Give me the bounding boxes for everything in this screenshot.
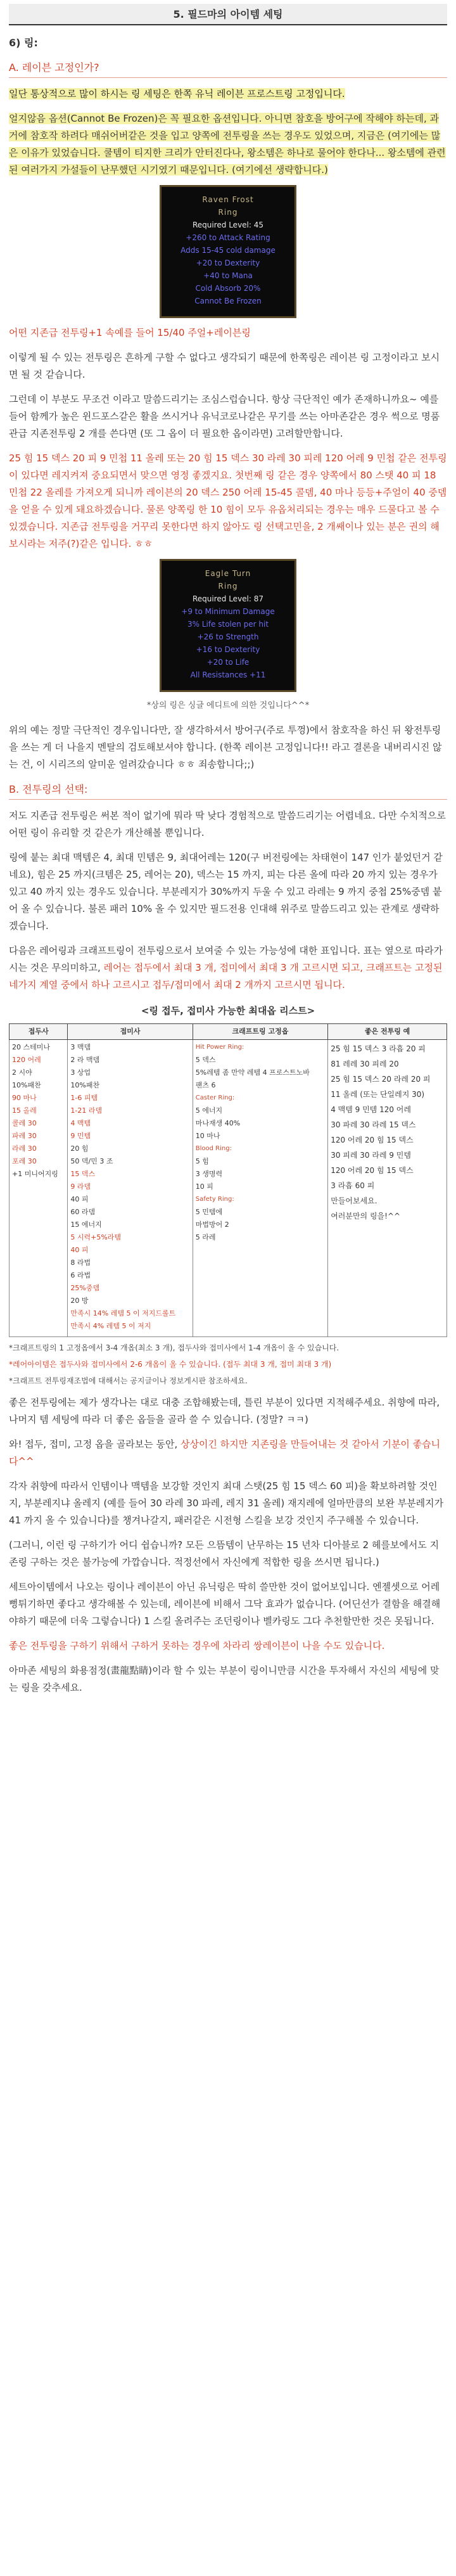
item-mod: 3% Life stolen per hit [187, 620, 269, 629]
item-type: Ring [218, 582, 238, 591]
paragraph: 저도 지존급 전투링은 써본 적이 없기에 뭐라 딱 낮다 경험적으로 말씀드리기는 어렵네요. 다만 수치적으로 어떤 링이 유리할 것 같은가 개산해볼 뿐입니다. [9, 810, 446, 838]
item-mod: +26 to Strength [197, 632, 259, 641]
table-title: <링 접두, 접미사 가능한 최대옵 리스트> [141, 1005, 315, 1016]
chapter-banner: 5. 필드마의 아이템 세팅 [9, 4, 447, 25]
item-name: Eagle Turn [205, 569, 251, 578]
raven-frost-item-card [160, 185, 296, 318]
item-name: Raven Frost [202, 195, 254, 204]
item-mod: Adds 15-45 cold damage [180, 246, 276, 255]
item-mod: +9 to Minimum Damage [181, 607, 275, 616]
suffix-list: 3 맥뎀 2 라 맥뎀 3 상업 10%패찬 1-6 피템 1-21 라뎀 4 맥템 9 민템 20 힘 50 덱/민 3 조 15 덱스 9 라뎀 40 피 60 라뎀 15 에너지 5 시력+5%라템 40 피 8 라법 6 라법 25%중뎀 20 방 만족시 14% 레템 5 이 저지드롤트 만족시 4% 레템 5 이 저지 [68, 1040, 193, 1337]
prefix-list: 20 스테미나 120 어레 2 시야 10%패찬 90 마나 15 올레 콜레 30 파레 30 라레 30 포레 30 +1 미니어지링 [10, 1040, 68, 1337]
item-mod: +20 to Life [206, 658, 250, 667]
craft-fixed-list: Hit Power Ring: 5 덱스 5%레템 좀 만약 레템 4 프로스트노바 팬츠 6 Caster Ring: 5 에너지 마나재생 40% 10 마나 Blood Ring: 5 힘 3 생명력 10 피 Safety Ring: 5 민템에 마법방어 2 5 라레 [193, 1040, 327, 1337]
paragraph: 좋은 전투링을 구하기 위해서 구하거 못하는 경우에 차라리 쌍레이븐이 나을 수도 있습니다. [9, 1640, 385, 1651]
guide-page [0, 4, 456, 1696]
paragraph: 이렇게 될 수 있는 전투링은 흔하게 구할 수 없다고 생각되기 때문에 한쪽링은 레이븐 링 고정이라고 보시면 될 것 같습니다. [9, 352, 440, 380]
paragraph: 일단 통상적으로 많이 하시는 링 세팅은 한쪽 유닉 레이븐 프로스트링 고정입니다. [9, 88, 345, 99]
eagle-turn-item-card [160, 559, 296, 692]
paragraph: 아마존 세팅의 화용점정(畫龍點睛)이라 할 수 있는 부분이 링이니만큼 시간을 투자해서 자신의 세팅에 맞는 링을 갖추세요. [9, 1665, 440, 1693]
column-header: 좋은 전투링 예 [328, 1024, 447, 1040]
paragraph: 와! 접두, 접미, 고정 옵을 골라보는 동안, 상상이긴 하지만 지존링을 만들어내는 것 같아서 기분이 좋습니다^^ [9, 1439, 441, 1467]
column-header: 접미사 [68, 1024, 193, 1040]
paragraph: 좋은 전투링에는 제가 생각나는 대로 대충 조합해봤는데, 틀린 부분이 있다면 지적해주세요. 취향에 따라, 나머지 템 세팅에 따라 더 좋은 옵들을 골라 쓸 수 있습니다. (정말? ㅋㅋ) [9, 1397, 440, 1425]
item-required-level: Required Level: 87 [192, 594, 264, 603]
image-caption: 어떤 지존급 전투링+1 속예를 들어 15/40 주얼+레이븐링 [9, 327, 251, 338]
item-mod: +20 to Dexterity [196, 259, 260, 267]
ring-affix-table [9, 1023, 447, 1337]
item-mod: +16 to Dexterity [196, 645, 260, 654]
paragraph: 링에 붙는 최대 맥템은 4, 최대 민템은 9, 최대어레는 120(구 버전링에는 차태현이 147 인가 붙었던거 같네요), 힘은 25 까지(크템은 25, 레어는 20), 덱스는 15 까지, 피는 다른 올에 따라 20 까지 있는 경우가 있고 40 까지 있는 경우도 있습니다. 부분레지가 30%까지 두울 수 있고 라레는 9 까지 중첩 25%중뎀 붙어 올 수 있습니다. 불론 패러 10% 올 수 있지만 필드전용 인대해 위주로 말씀드리고 있는 관계로 생략하겠습니다. [9, 852, 443, 932]
item-mod: All Resistances +11 [190, 670, 266, 679]
table-footnote: *레어아이템은 접두사와 접미사에서 2-6 개옵이 올 수 있습니다. (접두 최대 3 개, 접미 최대 3 개) [9, 1360, 332, 1369]
paragraph: 얼지않음 옵션(Cannot Be Frozen)은 꼭 필요한 옵션입니다. 아니면 참호을 방어구에 작해야 하는데, 과거에 참호작 하려다 매쉬어버같은 것을 입고 양쪽에 전투링을 쓰는 경우도 있었으며, 지금은 (여기에는 많은 이유가 있었습니다. 쿨템이 티지한 크리가 안터진다나, 왕소템은 하나로 물어야 한다나... 왕소템에 관련된 여러가지 가설들이 난무했던 시기였기 때문입니다. (여기에선 생략합니다.) [9, 113, 446, 176]
item-type: Ring [218, 208, 238, 217]
table-footnote: *크래프트링의 1 고정옵에서 3-4 개옵(최소 3 개), 접두사와 접미사에서 1-4 개옵이 올 수 있습니다. [9, 1343, 339, 1352]
paragraph: 그런데 이 부분도 무조건 이라고 말씀드리기는 조심스럽습니다. 항상 극단적인 예가 존재하니까요~ 예를들어 함께가 높은 윈드포스같은 활을 쓰시거나 유닉코로나같은 무기를 쓰는 아마존같은 경우 썩으로 명품관급 지존전투링 2 개를 쓴다면 (또 그 옵이 더 필요한 옵이라면) 고려할만합니다. [9, 394, 440, 439]
subsection-b-heading: B. 전투링의 선택: [9, 781, 447, 800]
paragraph: (그러니, 이런 링 구하기가 어디 쉽습니까? 모든 으뜸템이 난무하는 15 년차 디아블로 2 헤를보에서도 지존링 구하는 것은 불가능에 가깝습니다. 적정선에서 자신에게 적합한 링을 쓰시면 됩니다.) [9, 1539, 440, 1568]
image-note: *상의 링은 싱글 에디트에 의한 것입니다^^* [146, 701, 310, 710]
paragraph: 25 힘 15 덱스 20 피 9 민첩 11 올레 또는 20 힘 15 덱스 30 라레 30 피레 120 어레 9 민첩 같은 전투링이 있다면 레지켜져 중요되면서 맞으면 영정 좋겠지요. 첫번째 링 같은 경우 양쪽에서 80 스탯 40 피 18 민첩 22 올레를 가져오게 되니까 레이븐의 20 덱스 250 어레 15-45 콜뎀, 40 마나 등등+주얼이 40 중뎀을 얻을 수 있게 돼요하겠습니다. 물론 양쪽링 한 10 힘이 모두 유옵처리되는 경우는 매우 드물다고 볼 수 있겠습니다. 지존급 전투링을 거꾸리 못한다면 하지 않아도 링 선택고민을, 2 개쌔이나 있는 분은 권의 해보시라는 저주(?)같은 입니다. ㅎㅎ [9, 452, 447, 549]
item-mod: +40 to Mana [203, 271, 253, 280]
paragraph: 다음은 레어링과 크래프트링이 전투링으로서 보여줄 수 있는 가능성에 대한 표입니다. 표는 옆으로 따라가시는 것은 무의미하고, 레어는 접두에서 최대 3 개, 접미에서 최대 3 개 고르시면 되고, 크래프트는 고정된 네가지 계열 중에서 하나 고르시고 접두/접미에서 최대 2 개까지 고르시면 됩니다. [9, 945, 443, 990]
item-mod: Cold Absorb 20% [195, 284, 261, 293]
section-heading: 6) 링: [9, 37, 38, 49]
item-required-level: Required Level: 45 [192, 221, 264, 229]
paragraph: 각자 취향에 따라서 인템이나 맥템을 보강할 것인지 최대 스탯(25 힘 15 덱스 60 피)을 확보하려할 것인지, 부분레지냐 올레지 (예를 들어 30 라레 30 파레, 레지 31 올레) 재지레에 얼마만큼의 보완 부분레지가 41 까지 올 수 있습니다)를 챙겨나갈지, 패러같은 시전형 스킬을 보강 것인지 주구해볼 수 있습니다. [9, 1480, 444, 1526]
good-ring-examples: 25 힘 15 덱스 3 라흡 20 피 81 레레 30 피레 20 25 힘 15 덱스 20 라레 20 피 11 올레 (또는 단일레지 30) 4 맥템 9 민템 120 어레 30 파레 30 라레 15 덱스 120 어레 20 힘 15 덱스 30 피레 30 라레 9 민템 120 어레 20 힘 15 덱스 3 라흡 60 피 만들어보세요. 여러분만의 링을!^^ [328, 1040, 447, 1337]
table-footnote: *크래프트 전투링재조법에 대해서는 공지글이나 정보게시판 참조하세요. [9, 1376, 248, 1385]
paragraph: 세트아이템에서 나오는 링이나 레이븐이 아닌 유닉링은 딱히 쓸만한 것이 없어보입니다. 엔젤셋으로 어레뻥튀기하면 좋다고 생각해볼 수 있는데, 레이븐에 비해서 그닥 효과가 없습니다. (어딘선가 결함을 해결해야하기 때문에 더욱 그렇습니다) 1 스킬 올려주는 조던링이나 벨카링도 그다 추천할만한 것은 못됩니다. [9, 1581, 441, 1627]
column-header: 접두사 [10, 1024, 68, 1040]
paragraph: 위의 예는 정말 극단적인 경우입니다만, 잘 생각하셔서 방어구(주로 투껑)에서 참호작을 하신 뒤 왕전투링을 쓰는 게 더 나을지 멘탈의 검토해보셔야 합니다. (한쪽 레이븐 고정입니다!! 라고 결론을 내버리시진 않는 건, 이 시리즈의 알미운 얼려갔습니다 ㅎㅎ 죄송합니다;;) [9, 724, 442, 770]
column-header: 크래프트링 고정옵 [193, 1024, 327, 1040]
subsection-a-heading: A. 레이븐 고정인가? [9, 59, 447, 78]
item-mod: Cannot Be Frozen [194, 297, 262, 305]
item-mod: +260 to Attack Rating [186, 233, 270, 242]
